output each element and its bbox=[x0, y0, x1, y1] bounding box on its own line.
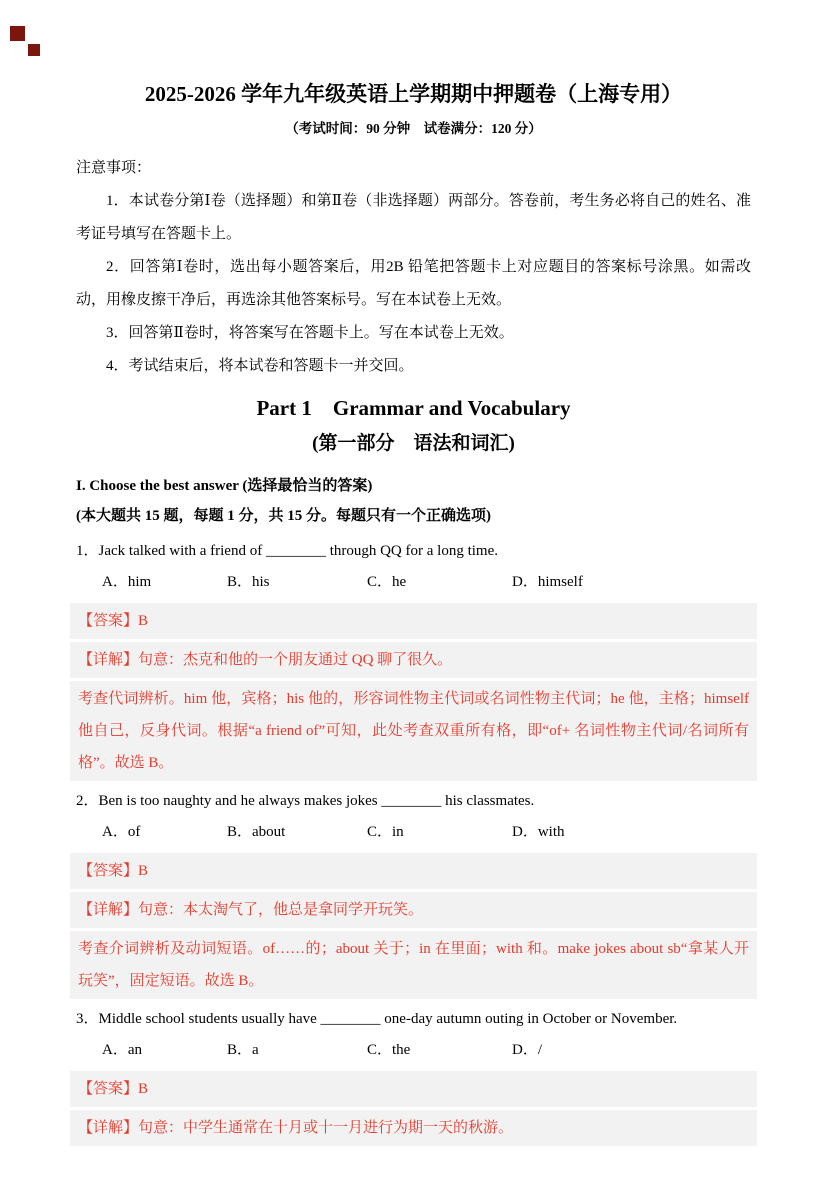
explanation-paragraph: 考查介词辨析及动词短语。of……的；about 关于；in 在里面；with 和。make jokes about sb“拿某人开玩笑”，固定短语。故选 B。 bbox=[78, 941, 749, 989]
section-note: (本大题共 15 题，每题 1 分，共 15 分。每题只有一个正确选项) bbox=[76, 508, 491, 524]
explanation-box bbox=[70, 642, 757, 678]
answer-box bbox=[70, 603, 757, 639]
answer-line: 【答案】B bbox=[78, 1081, 149, 1097]
part-title-english: Part 1 Grammar and Vocabulary bbox=[256, 396, 571, 420]
question-block-2 bbox=[76, 786, 751, 999]
question-stem: 2．Ben is too naughty and he always makes jokes ________ his classmates. bbox=[76, 793, 535, 809]
note-item-4: 4．考试结束后，将本试卷和答题卡一并交回。 bbox=[106, 358, 414, 374]
option-a: A．an bbox=[102, 1042, 142, 1058]
explanation-paragraph: 考查代词辨析。him 他，宾格；his 他的，形容词性物主代词或名词性物主代词；he 他，主格；himself 他自己，反身代词。根据“a friend of”可知，此处考查双重所有格，即“of+ 名词性物主代词/名词所有格”。故选 B。 bbox=[78, 691, 749, 771]
option-b: B．about bbox=[227, 824, 286, 840]
part-title-chinese: (第一部分 语法和词汇) bbox=[312, 433, 515, 454]
exam-info-subtitle: （考试时间：90 分钟 试卷满分：120 分） bbox=[285, 121, 542, 136]
answer-line: 【答案】B bbox=[78, 863, 149, 879]
option-b: B．his bbox=[227, 574, 270, 590]
answer-line: 【答案】B bbox=[78, 613, 149, 629]
corner-mark-icon bbox=[10, 26, 25, 41]
option-b: B．a bbox=[227, 1042, 259, 1058]
explanation-box bbox=[70, 1110, 757, 1146]
options-row bbox=[76, 817, 751, 848]
options-row bbox=[76, 567, 751, 598]
explanation-box bbox=[70, 931, 757, 999]
answer-box bbox=[70, 853, 757, 889]
note-item-3: 3．回答第Ⅱ卷时，将答案写在答题卡上。写在本试卷上无效。 bbox=[106, 325, 514, 341]
question-block-3 bbox=[76, 1004, 751, 1146]
option-d: D．himself bbox=[512, 574, 583, 590]
note-item-2: 2．回答第Ⅰ卷时，选出每小题答案后，用2B 铅笔把答题卡上对应题目的答案标号涂黑。如需改动，用橡皮擦干净后，再选涂其他答案标号。写在本试卷上无效。 bbox=[76, 259, 751, 308]
explanation-paragraph: 【详解】句意：杰克和他的一个朋友通过 QQ 聊了很久。 bbox=[78, 652, 453, 668]
corner-mark-icon bbox=[28, 44, 40, 56]
option-c: C．the bbox=[367, 1042, 411, 1058]
explanation-box bbox=[70, 681, 757, 781]
option-c: C．he bbox=[367, 574, 407, 590]
section-title: I. Choose the best answer (选择最恰当的答案) bbox=[76, 478, 373, 494]
question-stem: 1．Jack talked with a friend of ________ through QQ for a long time. bbox=[76, 543, 498, 559]
answer-box bbox=[70, 1071, 757, 1107]
options-row bbox=[76, 1035, 751, 1066]
question-stem: 3．Middle school students usually have ________ one-day autumn outing in October or November. bbox=[76, 1011, 678, 1027]
explanation-paragraph: 【详解】句意：中学生通常在十月或十一月进行为期一天的秋游。 bbox=[78, 1120, 514, 1136]
option-d: D．/ bbox=[512, 1042, 543, 1058]
option-c: C．in bbox=[367, 824, 404, 840]
option-d: D．with bbox=[512, 824, 565, 840]
explanation-box bbox=[70, 892, 757, 928]
explanation-paragraph: 【详解】句意：本太淘气了，他总是拿同学开玩笑。 bbox=[78, 902, 424, 918]
note-item-1: 1．本试卷分第Ⅰ卷（选择题）和第Ⅱ卷（非选择题）两部分。答卷前，考生务必将自己的姓名、准考证号填写在答题卡上。 bbox=[76, 193, 751, 242]
option-a: A．him bbox=[102, 574, 152, 590]
page-title: 2025-2026 学年九年级英语上学期期中押题卷（上海专用） bbox=[144, 82, 683, 106]
question-block-1 bbox=[76, 536, 751, 781]
option-a: A．of bbox=[102, 824, 141, 840]
notes-label: 注意事项： bbox=[76, 160, 152, 176]
